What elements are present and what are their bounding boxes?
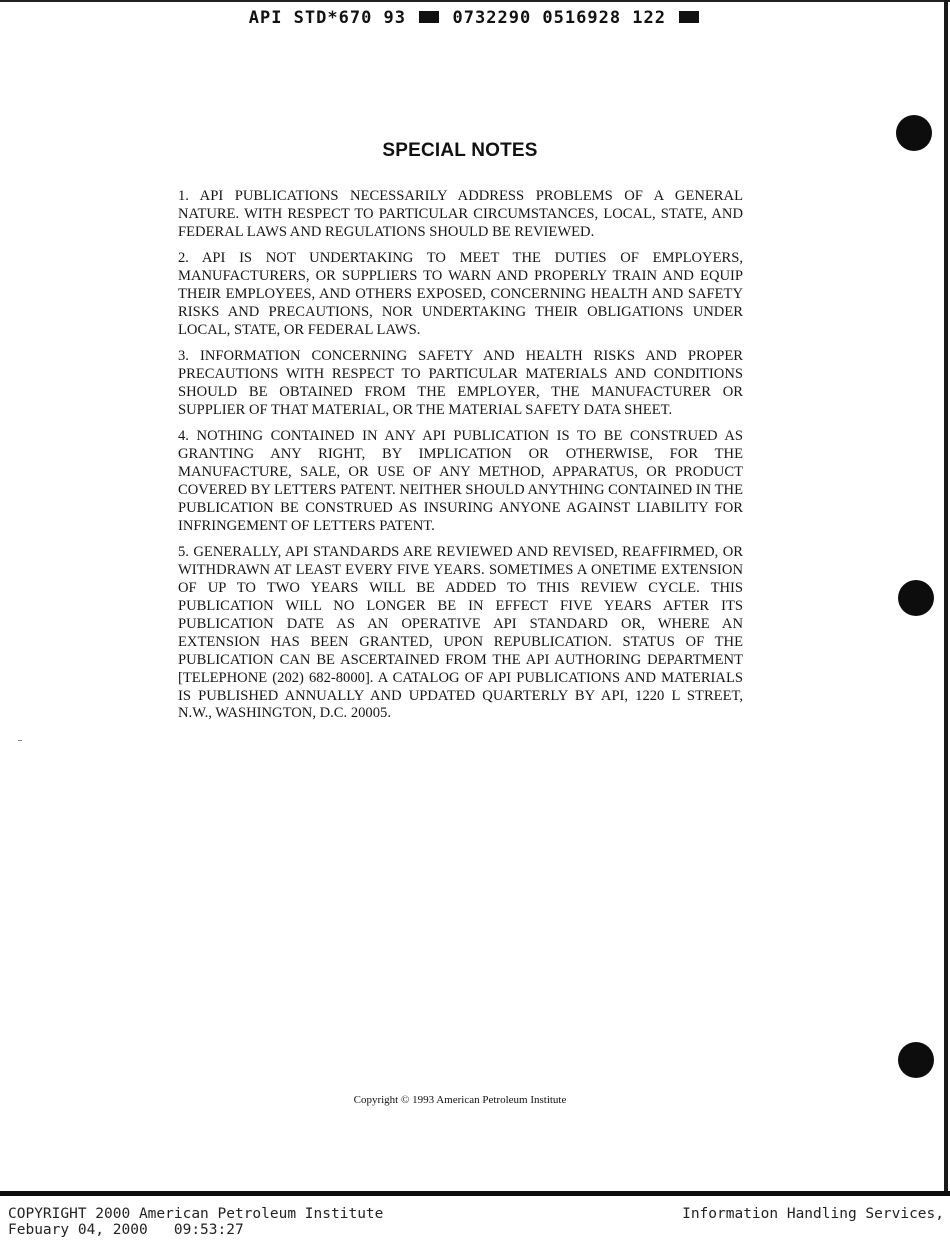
page-title: SPECIAL NOTES [382, 140, 538, 161]
footer-timestamp: Febuary 04, 2000 09:53:27 [8, 1222, 244, 1238]
footer-left [8, 1206, 383, 1238]
punch-hole-icon [898, 580, 934, 616]
note-2: 2. API IS NOT UNDERTAKING TO MEET THE DUTIES OF EMPLOYERS, MANUFACTURERS, OR SUPPLIERS TO WARN AND PROPERLY TRAIN AND EQUIP THEIR EMPLOYEES, AND OTHERS EXPOSED, CONCERNING HEALTH AND SAFETY RISKS AND PRECAUTIONS, NOR UNDERTAKING THEIR OBLIGATIONS UNDER LOCAL, STATE, OR FEDERAL LAWS. [178, 250, 743, 338]
footer-right: Information Handling Services, [682, 1206, 944, 1222]
copyright-line: Copyright © 1993 American Petroleum Institute [353, 1094, 567, 1106]
note-5: 5. GENERALLY, API STANDARDS ARE REVIEWED AND REVISED, REAFFIRMED, OR WITHDRAWN AT LEAST EVERY FIVE YEARS. SOMETIMES A ONETIME EXTENSION OF UP TO TWO YEARS WILL BE ADDED TO THIS REVIEW CYCLE. THIS PUBLICATION WILL NO LONGER BE IN EFFECT FIVE YEARS AFTER ITS PUBLICATION DATE AS AN OPERATIVE API STANDARD OR, WHERE AN EXTENSION HAS BEEN GRANTED, UPON REPUBLICATION. STATUS OF THE PUBLICATION CAN BE ASCERTAINED FROM THE API AUTHORING DEPARTMENT [TELEPHONE (202) 682-8000]. A CATALOG OF API PUBLICATIONS AND MATERIALS IS PUBLISHED ANNUALLY AND UPDATED QUARTERLY BY API, 1220 L STREET, N.W., WASHINGTON, D.C. 20005. [178, 544, 743, 722]
bottom-rule [0, 1191, 950, 1196]
scan-mark [18, 740, 22, 741]
header-code-part1: API STD*670 93 [248, 8, 407, 28]
note-4: 4. NOTHING CONTAINED IN ANY API PUBLICATION IS TO BE CONSTRUED AS GRANTING ANY RIGHT, BY IMPLICATION OR OTHERWISE, FOR THE MANUFACTURE, SALE, OR USE OF ANY METHOD, APPARATUS, OR PRODUCT COVERED BY LETTERS PATENT. NEITHER SHOULD ANYTHING CONTAINED IN THE PUBLICATION BE CONSTRUED AS INSURING ANYONE AGAINST LIABILITY FOR INFRINGEMENT OF LETTERS PATENT. [178, 428, 743, 534]
note-1: 1. API PUBLICATIONS NECESSARILY ADDRESS PROBLEMS OF A GENERAL NATURE. WITH RESPECT TO PARTICULAR CIRCUMSTANCES, LOCAL, STATE, AND FEDERAL LAWS AND REGULATIONS SHOULD BE REVIEWED. [178, 188, 743, 240]
barcode-block-icon [679, 11, 699, 23]
barcode-block-icon [419, 11, 439, 23]
top-rule [0, 0, 950, 2]
special-notes-list [178, 188, 743, 732]
header-code-part2: 0732290 0516928 122 [452, 8, 666, 28]
punch-hole-icon [898, 1042, 934, 1078]
right-edge-rule [944, 0, 948, 1196]
footer-copyright: COPYRIGHT 2000 American Petroleum Institute [8, 1206, 384, 1222]
document-code-header [0, 8, 950, 28]
note-3: 3. INFORMATION CONCERNING SAFETY AND HEALTH RISKS AND PROPER PRECAUTIONS WITH RESPECT TO PARTICULAR MATERIALS AND CONDITIONS SHOULD BE OBTAINED FROM THE EMPLOYER, THE MANUFACTURER OR SUPPLIER OF THAT MATERIAL, OR THE MATERIAL SAFETY DATA SHEET. [178, 348, 743, 418]
